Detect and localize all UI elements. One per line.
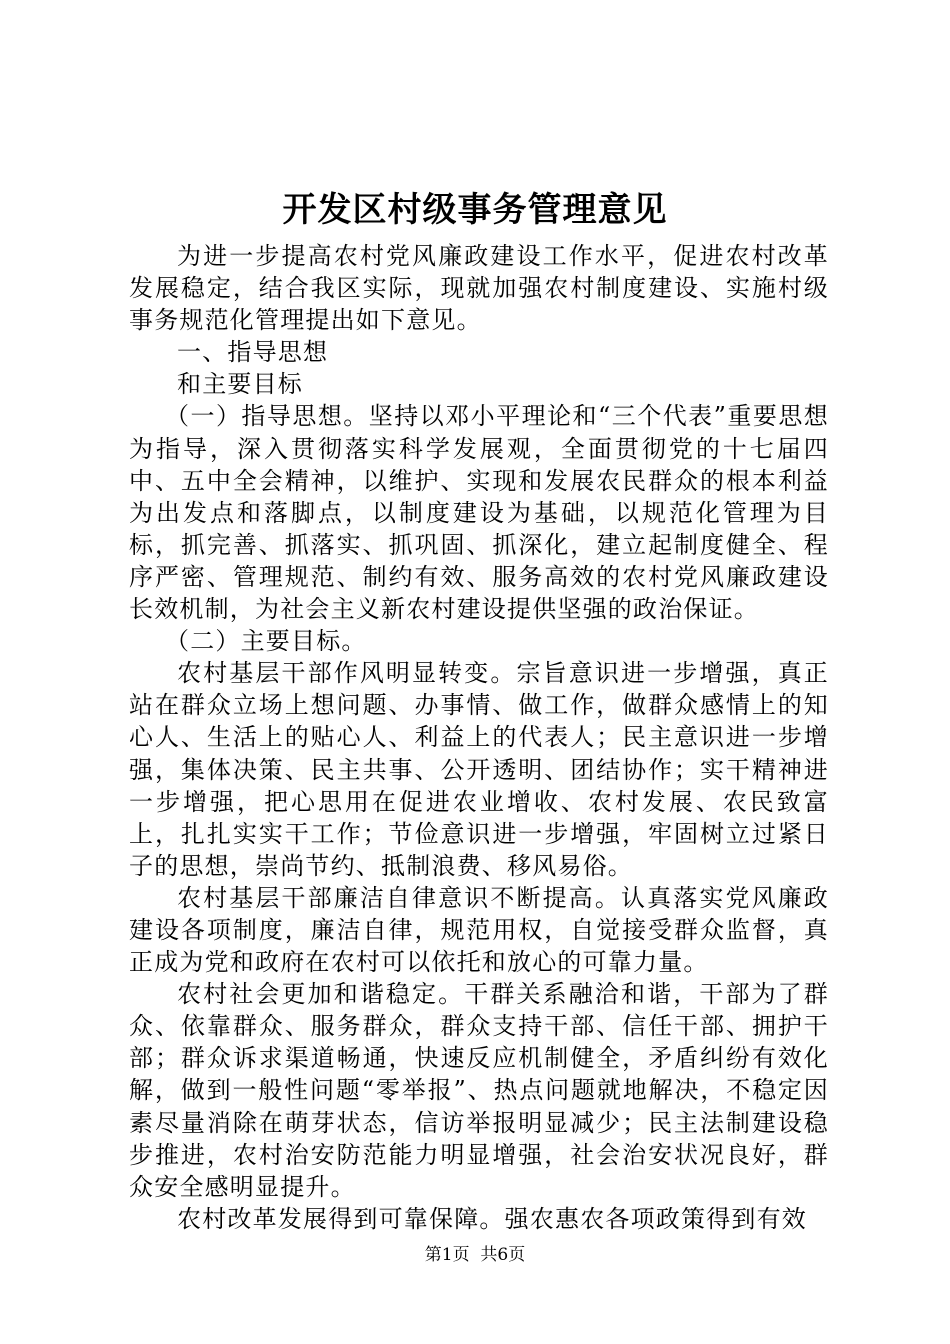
paragraph-guiding-thought: （一）指导思想。坚持以邓小平理论和“三个代表”重要思想为指导，深入贯彻落实科学发展观，全面贯彻党的十七届四中、五中全会精神，以维护、实现和发展农民群众的根本利益为出发点和落脚点，以制度建设为基础，以规范化管理为目标，抓完善、抓落实、抓巩固、抓深化，建立起制度健全、程序严密、管理规范、制约有效、服务高效的农村党风廉政建设长效机制，为社会主义新农村建设提供坚强的政治保证。 [129,402,829,624]
paragraph-reform-guarantee: 农村改革发展得到可靠保障。强农惠农各项政策得到有效 [177,1204,807,1233]
paragraph-intro: 为进一步提高农村党风廉政建设工作水平，促进农村改革发展稳定，结合我区实际，现就加强农村制度建设、实施村级事务规范化管理提出如下意见。 [129,242,829,335]
page-number: 第1页 [424,1245,470,1265]
document-body [129,240,829,1235]
section-heading-1-continued: 和主要目标 [177,370,303,399]
subheading-main-goals: （二）主要目标。 [165,627,367,656]
paragraph-social-harmony: 农村社会更加和谐稳定。干群关系融洽和谐，干部为了群众、依靠群众、服务群众，群众支持干部、信任干部、拥护干部；群众诉求渠道畅通，快速反应机制健全，矛盾纠纷有效化解，做到一般性问题“零举报”、热点问题就地解决，不稳定因素尽量消除在萌芽状态，信访举报明显减少；民主法制建设稳步推进，农村治安防范能力明显增强，社会治安状况良好，群众安全感明显提升。 [129,980,829,1201]
paragraph-self-discipline: 农村基层干部廉洁自律意识不断提高。认真落实党风廉政建设各项制度，廉洁自律，规范用权，自觉接受群众监督，真正成为党和政府在农村可以依托和放心的可靠力量。 [129,883,829,977]
page-total: 共6页 [480,1245,526,1265]
paragraph-cadre-style: 农村基层干部作风明显转变。宗旨意识进一步增强，真正站在群众立场上想问题、办事情、做工作，做群众感情上的知心人、生活上的贴心人、利益上的代表人；民主意识进一步增强，集体决策、民主共事、公开透明、团结协作；实干精神进一步增强，把心思用在促进农业增收、农村发展、农民致富上，扎扎实实干工作；节俭意识进一步增强，牢固树立过紧日子的思想，崇尚节约、抵制浪费、移风易俗。 [129,659,829,880]
document-title: 开发区村级事务管理意见 [282,190,668,230]
section-heading-1: 一、指导思想 [177,338,329,367]
page-footer [0,1243,950,1267]
